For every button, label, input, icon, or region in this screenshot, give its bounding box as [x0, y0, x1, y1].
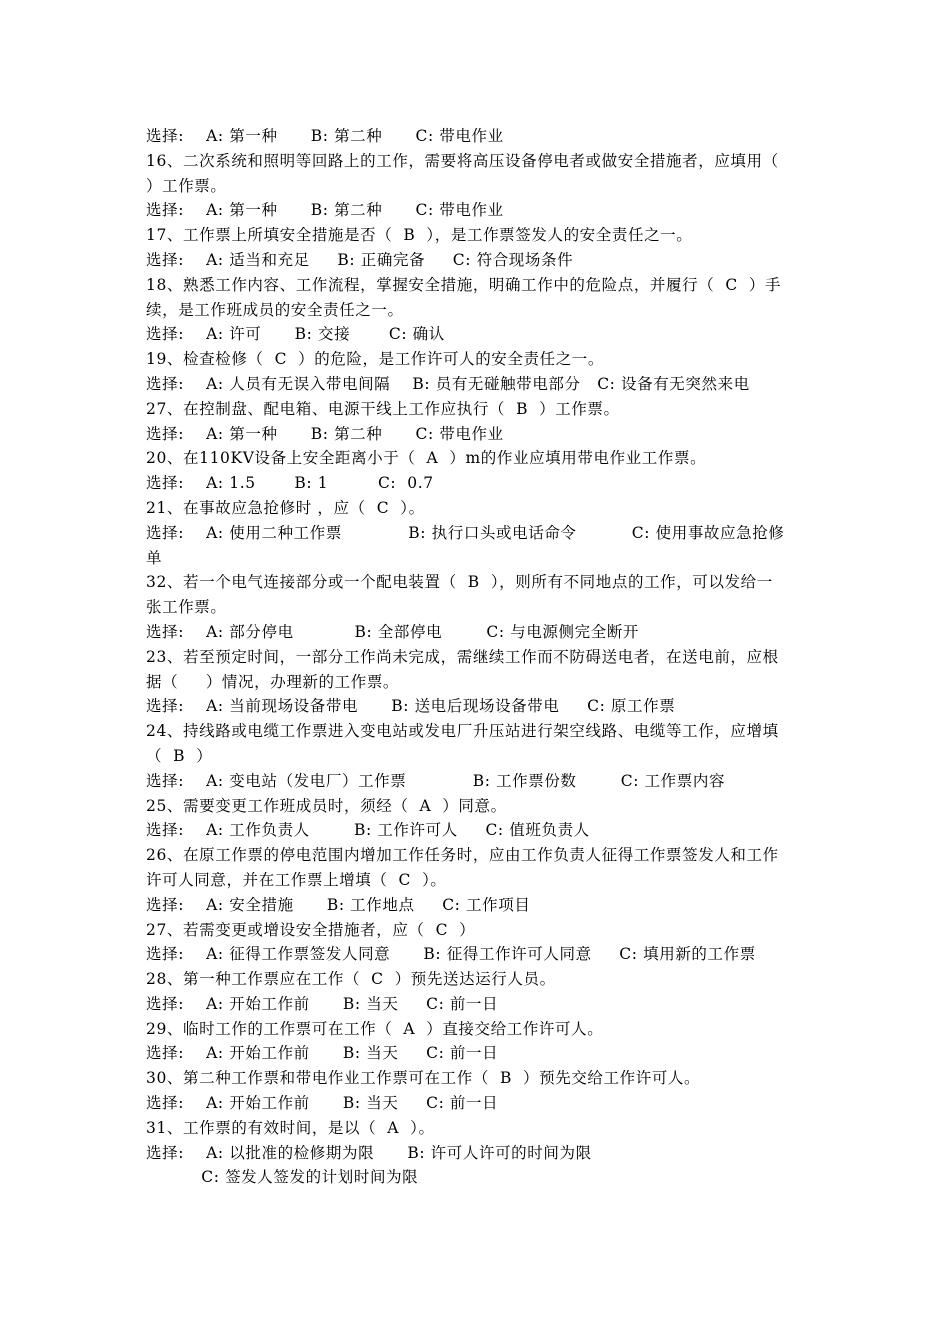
text-line: 19、检查检修（ C ）的危险，是工作许可人的安全责任之一。 [146, 350, 604, 369]
text-line: 选择: A: 人员有无误入带电间隔 B: 员有无碰触带电部分 C: 设备有无突然来电 [146, 374, 750, 393]
text-line: 选择: A: 第一种 B: 第二种 C: 带电作业 [146, 424, 504, 443]
text-line: 据（ ）情况，办理新的工作票。 [146, 672, 400, 691]
text-line: 32、若一个电气连接部分或一个配电装置（ B ），则所有不同地点的工作，可以发给一 [146, 573, 773, 592]
text-line: 选择: A: 第一种 B: 第二种 C: 带电作业 [146, 201, 504, 220]
text-line: 选择: A: 适当和充足 B: 正确完备 C: 符合现场条件 [146, 250, 574, 269]
text-line: 选择: A: 1.5 B: 1 C: 0.7 [146, 474, 434, 493]
text-line: 选择: A: 征得工作票签发人同意 B: 征得工作许可人同意 C: 填用新的工作票 [146, 945, 756, 964]
text-line: 17、工作票上所填安全措施是否（ B ），是工作票签发人的安全责任之一。 [146, 226, 693, 245]
text-line: 21、在事故应急抢修时 ，应（ C ）。 [146, 498, 425, 517]
text-line: 30、第二种工作票和带电作业工作票可在工作（ B ）预先交给工作许可人。 [146, 1069, 701, 1088]
text-line: 张工作票。 [146, 598, 227, 617]
text-line: 27、若需变更或增设安全措施者，应（ C ） [146, 920, 476, 939]
text-line: 许可人同意，并在工作票上增填（ C ）。 [146, 870, 447, 889]
text-line: C: 签发人签发的计划时间为限 [146, 1168, 419, 1187]
text-line: 选择: A: 开始工作前 B: 当天 C: 前一日 [146, 1044, 499, 1063]
text-line: 选择: A: 部分停电 B: 全部停电 C: 与电源侧完全断开 [146, 622, 640, 641]
text-line: 20、在110KV设备上安全距离小于（ A ）m的作业应填用带电作业工作票。 [146, 449, 707, 468]
text-line: 续，是工作班成员的安全责任之一。 [146, 300, 404, 319]
question-text-body [146, 124, 810, 1190]
text-line: 16、二次系统和照明等回路上的工作，需要将高压设备停电者或做安全措施者，应填用（ [146, 151, 779, 170]
text-line: 23、若至预定时间，一部分工作尚未完成，需继续工作而不防碍送电者，在送电前，应根 [146, 647, 779, 666]
text-line: 选择: A: 以批准的检修期为限 B: 许可人许可的时间为限 [146, 1143, 592, 1162]
text-line: 24、持线路或电缆工作票进入变电站或发电厂升压站进行架空线路、电缆等工作，应增填 [146, 722, 779, 741]
text-line: 选择: A: 工作负责人 B: 工作许可人 C: 值班负责人 [146, 821, 590, 840]
text-line: 26、在原工作票的停电范围内增加工作任务时，应由工作负责人征得工作票签发人和工作 [146, 846, 779, 865]
text-line: 选择: A: 许可 B: 交接 C: 确认 [146, 325, 445, 344]
text-line: 18、熟悉工作内容、工作流程，掌握安全措施，明确工作中的危险点，并履行（ C ）手 [146, 275, 782, 294]
text-line: 27、在控制盘、配电箱、电源干线上工作应执行（ B ）工作票。 [146, 399, 620, 418]
text-line: 选择: A: 变电站（发电厂）工作票 B: 工作票份数 C: 工作票内容 [146, 771, 726, 790]
text-line: 选择: A: 安全措施 B: 工作地点 C: 工作项目 [146, 895, 531, 914]
text-line: 28、第一种工作票应在工作（ C ）预先送达运行人员。 [146, 970, 556, 989]
text-line: 31、工作票的有效时间，是以（ A ）。 [146, 1118, 435, 1137]
text-line: 29、临时工作的工作票可在工作（ A ）直接交给工作许可人。 [146, 1019, 604, 1038]
text-line: 选择: A: 开始工作前 B: 当天 C: 前一日 [146, 994, 499, 1013]
text-line: 选择: A: 当前现场设备带电 B: 送电后现场设备带电 C: 原工作票 [146, 697, 676, 716]
text-line: 选择: A: 开始工作前 B: 当天 C: 前一日 [146, 1094, 499, 1113]
text-line: ）工作票。 [146, 176, 227, 195]
text-line: （ B ） [146, 746, 213, 765]
text-line: 单 [146, 548, 163, 567]
text-line: 25、需要变更工作班成员时，须经（ A ）同意。 [146, 796, 507, 815]
text-line: 选择: A: 第一种 B: 第二种 C: 带电作业 [146, 127, 504, 145]
text-line: 选择: A: 使用二种工作票 B: 执行口头或电话命令 C: 使用事故应急抢修 [146, 523, 785, 542]
